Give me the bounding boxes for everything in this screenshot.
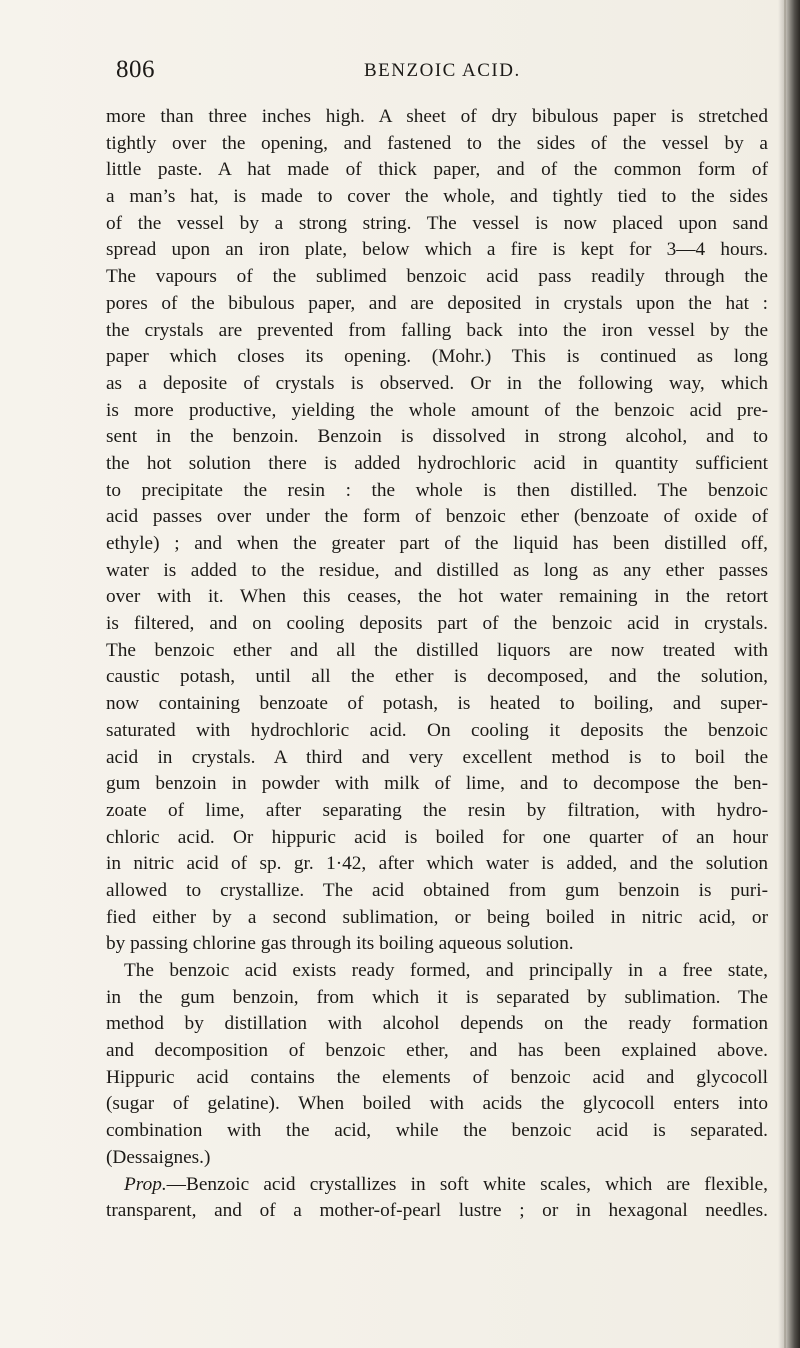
prop-line [106, 1172, 768, 1199]
text-line: saturated with hydrochloric acid. On cooling it deposits the benzoic [106, 719, 768, 741]
text-line: method by distillation with alcohol depends on the ready formation [106, 1013, 768, 1035]
text-line: in the gum benzoin, from which it is separated by sublimation. The [106, 986, 768, 1008]
text-line: The benzoic ether and all the distilled liquors are now treated with [106, 639, 768, 661]
text-line: sent in the benzoin. Benzoin is dissolved in strong alcohol, and to [106, 426, 768, 448]
text-line: acid in crystals. A third and very excellent method is to boil the [106, 746, 768, 768]
text-line: fied either by a second sublimation, or being boiled in nitric acid, or [106, 906, 768, 928]
text-line: to precipitate the resin : the whole is then distilled. The benzoic [106, 479, 768, 501]
text-line: transparent, and of a mother-of-pearl lustre ; or in hexagonal needles. [106, 1200, 768, 1222]
text-line: Hippuric acid contains the elements of benzoic acid and glycocoll [106, 1066, 768, 1088]
text-line: in nitric acid of sp. gr. 1·42, after which water is added, and the solution [106, 853, 768, 875]
text-line: acid passes over under the form of benzoic ether (benzoate of oxide of [106, 506, 768, 528]
text-line: combination with the acid, while the benzoic acid is separated. [106, 1120, 768, 1142]
binding-shadow [778, 0, 800, 1348]
text-line: water is added to the residue, and distilled as long as any ether passes [106, 559, 768, 581]
text-line: as a deposite of crystals is observed. Or in the following way, which [106, 372, 768, 394]
text-line: spread upon an iron plate, below which a fire is kept for 3—4 hours. [106, 239, 768, 261]
text-line: (sugar of gelatine). When boiled with acids the glycocoll enters into [106, 1093, 768, 1115]
text-line: little paste. A hat made of thick paper, and of the common form of [106, 159, 768, 181]
text-line: of the vessel by a strong string. The vessel is now placed upon sand [106, 212, 768, 234]
text-line: tightly over the opening, and fastened to the sides of the vessel by a [106, 132, 768, 154]
text-line: zoate of lime, after separating the resin by filtration, with hydro- [106, 799, 768, 821]
prop-text: —Benzoic acid crystallizes in soft white scales, which are flexible, [166, 1173, 768, 1195]
page-header [116, 56, 764, 92]
text-line: gum benzoin in powder with milk of lime, and to decompose the ben- [106, 773, 768, 795]
text-line: The benzoic acid exists ready formed, and principally in a free state, [124, 960, 768, 981]
text-line: paper which closes its opening. (Mohr.) This is continued as long [106, 346, 768, 368]
prop-label: Prop. [124, 1173, 167, 1195]
text-line: the hot solution there is added hydrochloric acid in quantity sufficient [106, 452, 768, 474]
text-line: chloric acid. Or hippuric acid is boiled for one quarter of an hour [106, 826, 768, 848]
body-text [106, 104, 768, 1225]
page-number: 806 [116, 56, 155, 83]
text-line: The vapours of the sublimed benzoic acid pass readily through the [106, 266, 768, 288]
text-line: and decomposition of benzoic ether, and has been explained above. [106, 1040, 768, 1062]
text-line: is filtered, and on cooling deposits part of the benzoic acid in crystals. [106, 613, 768, 635]
text-line: pores of the bibulous paper, and are deposited in crystals upon the hat : [106, 292, 768, 314]
text-line: is more productive, yielding the whole amount of the benzoic acid pre- [106, 399, 768, 421]
text-line: now containing benzoate of potash, is heated to boiling, and super- [106, 693, 768, 715]
text-line: (Dessaignes.) [106, 1146, 211, 1168]
text-line: allowed to crystallize. The acid obtained from gum benzoin is puri- [106, 879, 768, 901]
text-line: a man’s hat, is made to cover the whole, and tightly tied to the sides [106, 186, 768, 208]
running-title: BENZOIC ACID. [364, 60, 521, 81]
text-line: caustic potash, until all the ether is decomposed, and the solution, [106, 666, 768, 688]
text-line: more than three inches high. A sheet of dry bibulous paper is stretched [106, 106, 768, 127]
text-line: the crystals are prevented from falling back into the iron vessel by the [106, 319, 768, 341]
text-line: by passing chlorine gas through its boiling aqueous solution. [106, 933, 574, 955]
text-line: ethyle) ; and when the greater part of the liquid has been distilled off, [106, 533, 768, 554]
text-line: over with it. When this ceases, the hot water remaining in the retort [106, 586, 768, 608]
